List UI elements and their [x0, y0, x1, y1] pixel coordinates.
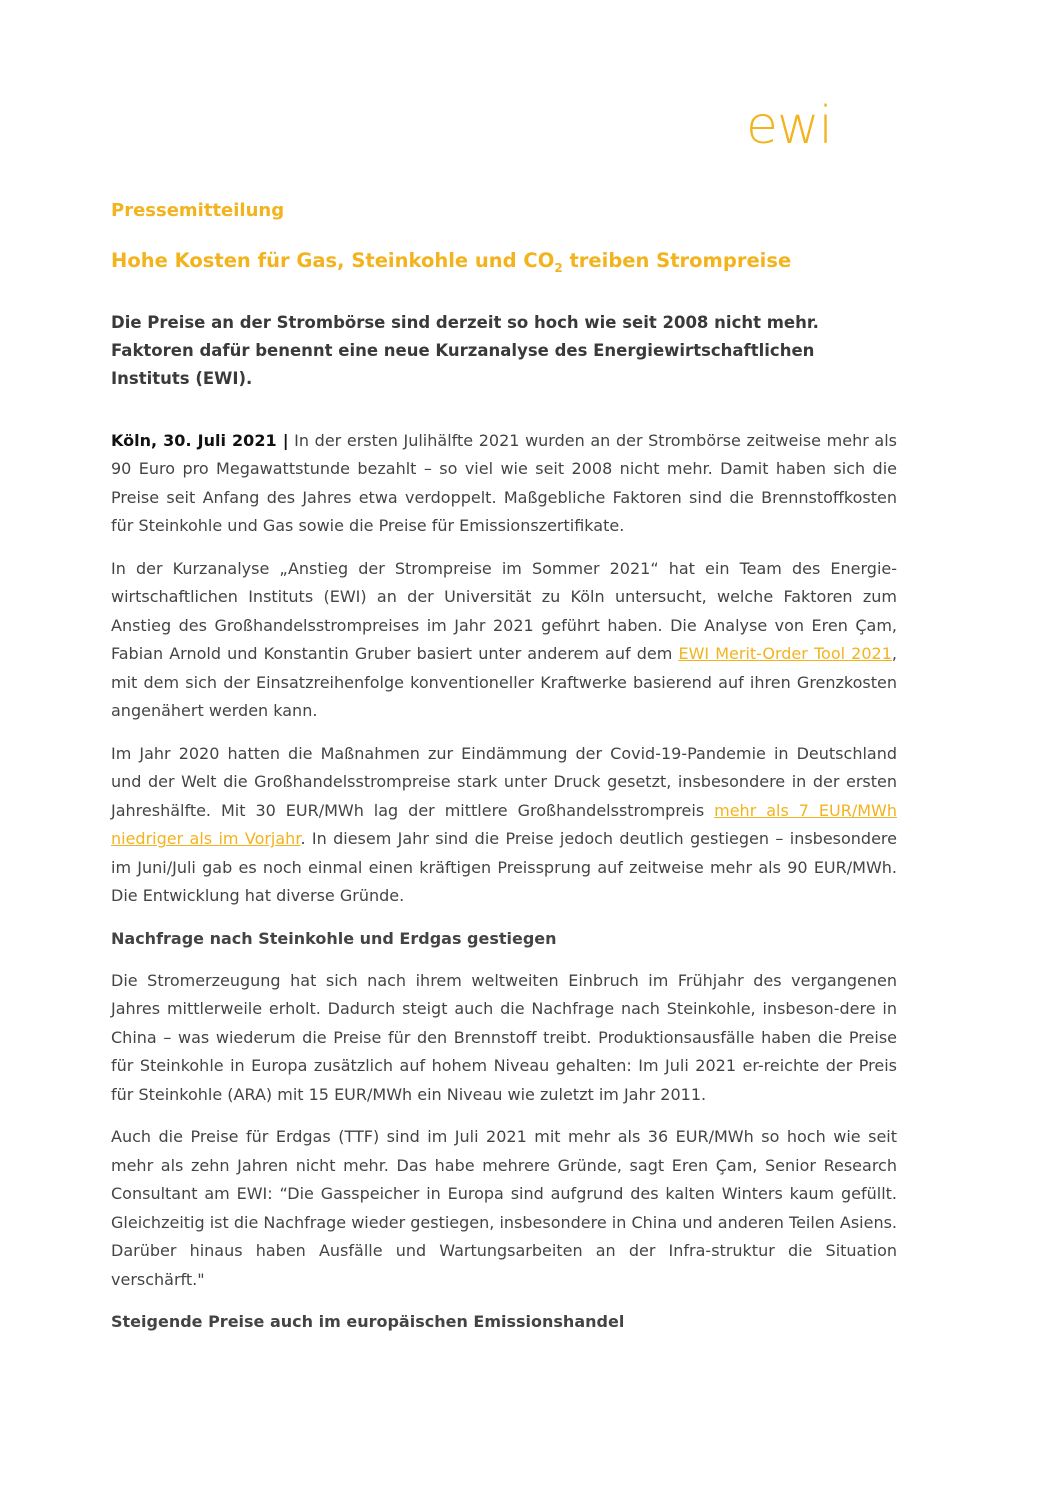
- page-title: [111, 249, 897, 275]
- headline-subscript: 2: [554, 260, 563, 275]
- dateline: Köln, 30. Juli 2021 |: [111, 430, 289, 450]
- headline-text: Hohe Kosten für Gas, Steinkohle und CO: [111, 249, 555, 272]
- headline-text-end: treiben Strompreise: [562, 249, 792, 272]
- paragraph-text: In der ersten Julihälfte 2021 wurden an der Strombörse zeitweise mehr als 90 Euro pro Megawattstunde bezahlt – so viel wie seit 2008 nicht mehr. Damit haben sich die Preise seit Anfang des Jahres etwa verdoppelt. Maßgebliche Faktoren sind die Brennstoffkosten für Steinkohle und Gas sowie die Preise für Emissionszertifikate.: [111, 430, 898, 536]
- merit-order-tool-link[interactable]: EWI Merit-Order Tool 2021: [678, 644, 892, 664]
- paragraph-2020: [111, 740, 897, 911]
- ewi-logo: ewi: [746, 96, 832, 156]
- section-heading-emissions: Steigende Preise auch im europäischen Emissionshandel: [111, 1312, 625, 1332]
- paragraph-text: . In diesem Jahr sind die Preise jedoch deutlich gestiegen – insbesondere im Juni/Juli gab es noch einmal einen kräftigen Preissprung auf zeitweise mehr als 90 EUR/MWh. Die Entwicklung hat diverse Gründe.: [111, 829, 897, 906]
- paragraph-intro: [111, 427, 897, 541]
- paragraph-text: , mit dem sich der Einsatzreihenfolge konventioneller Kraftwerke basierend auf ihren Grenzkosten angenähert werden kann.: [111, 644, 897, 721]
- paragraph-text: In der Kurzanalyse „Anstieg der Strompreise im Sommer 2021“ hat ein Team des Energie-wirtschaftlichen Instituts (EWI) an der Universität zu Köln untersucht, welche Faktoren zum Anstieg des Großhandelsstrompreises im Jahr 2021 geführt haben. Die Analyse von Eren Çam, Fabian Arnold und Konstantin Gruber basiert unter anderem auf dem: [111, 558, 897, 664]
- section-heading-demand: Nachfrage nach Steinkohle und Erdgas gestiegen: [111, 928, 557, 948]
- paragraph-coal: Die Stromerzeugung hat sich nach ihrem weltweiten Einbruch im Frühjahr des vergangenen Jahres mittlerweile erholt. Dadurch steigt auch die Nachfrage nach Steinkohle, insbeson-dere in China – was wiederum die Preise für den Brennstoff treibt. Produktionsausfälle haben die Preise für Steinkohle in Europa zusätzlich auf hohem Niveau gehalten: Im Juli 2021 er-reichte der Preis für Steinkohle (ARA) mit 15 EUR/MWh ein Niveau wie zuletzt im Jahr 2011.: [111, 970, 897, 1104]
- paragraph-analysis: [111, 555, 897, 726]
- paragraph-text: Im Jahr 2020 hatten die Maßnahmen zur Eindämmung der Covid-19-Pandemie in Deutschland und der Welt die Großhandelsstrompreise stark unter Druck gesetzt, insbesondere in der ersten Jahreshälfte. Mit 30 EUR/MWh lag der mittlere Großhandelsstrompreis: [111, 743, 897, 820]
- document-kicker: Pressemitteilung: [111, 200, 285, 221]
- lead-paragraph: Die Preise an der Strombörse sind derzeit so hoch wie seit 2008 nicht mehr. Faktoren dafür benennt eine neue Kurzanalyse des Energiewirtschaftlichen Instituts (EWI).: [111, 312, 819, 388]
- paragraph-gas: Auch die Preise für Erdgas (TTF) sind im Juli 2021 mit mehr als 36 EUR/MWh so hoch wie seit mehr als zehn Jahren nicht mehr. Das habe mehrere Gründe, sagt Eren Çam, Senior Research Consultant am EWI: “Die Gasspeicher in Europa sind aufgrund des kalten Winters kaum gefüllt. Gleichzeitig ist die Nachfrage wieder gestiegen, insbesondere in China und anderen Teilen Asiens. Darüber hinaus haben Ausfälle und Wartungsarbeiten an der Infra-struktur die Situation verschärft.": [111, 1127, 898, 1289]
- press-release-body: [111, 200, 897, 1350]
- previous-year-link[interactable]: mehr als 7 EUR/MWh niedriger als im Vorjahr: [111, 800, 897, 849]
